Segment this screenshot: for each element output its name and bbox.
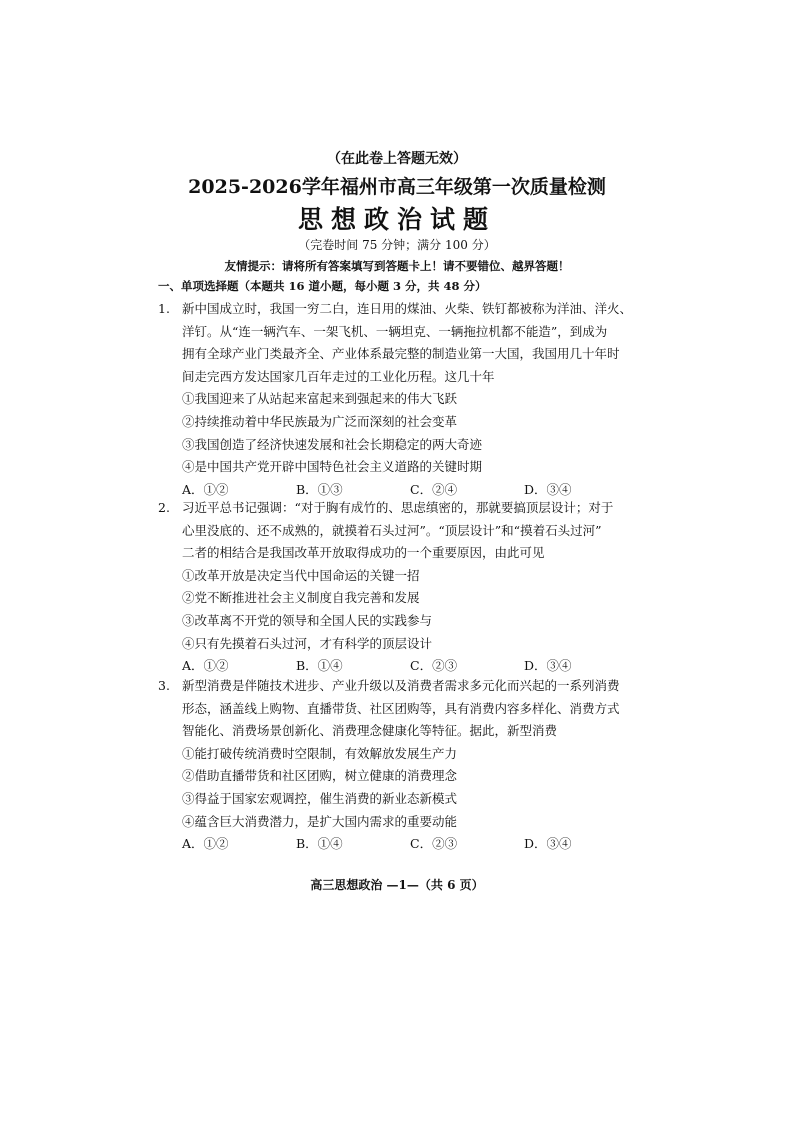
statement-option: ①我国迎来了从站起来富起来到强起来的伟大飞跃 <box>182 391 458 407</box>
invalid-answer-notice: （在此卷上答题无效） <box>327 151 467 167</box>
statement-option: ①能打破传统消费时空限制，有效解放发展生产力 <box>182 745 458 761</box>
choice-d: D．③④ <box>524 836 572 852</box>
question-1 <box>158 298 648 501</box>
statement-option: ②持续推动着中华民族最为广泛而深刻的社会变革 <box>182 413 458 429</box>
stem-line: 新型消费是伴随技术进步、产业升级以及消费者需求多元化而兴起的一系列消费 <box>182 678 620 693</box>
exam-info: （完卷时间 75 分钟；满分 100 分） <box>298 238 496 252</box>
statement-option: ②党不断推进社会主义制度自我完善和发展 <box>182 590 420 606</box>
stem-line: 拥有全球产业门类最齐全、产业体系最完整的制造业第一大国，我国用几十年时 <box>182 346 620 362</box>
stem-line: 新中国成立时，我国一穷二白，连日用的煤油、火柴、铁钉都被称为洋油、洋火、 <box>182 301 633 316</box>
choice-b: B．①④ <box>296 836 343 852</box>
friendly-tip: 友情提示：请将所有答案填写到答题卡上！请不要错位、越界答题！ <box>224 259 570 273</box>
stem-line: 洋钉。从“连一辆汽车、一架飞机、一辆坦克、一辆拖拉机都不能造”，到成为 <box>182 323 608 339</box>
statement-option: ②借助直播带货和社区团购，树立健康的消费理念 <box>182 768 458 784</box>
subject-title: 思想政治试题 <box>297 205 496 234</box>
statement-option: ④是中国共产党开辟中国特色社会主义道路的关键时期 <box>182 459 483 475</box>
stem-line: 习近平总书记强调：“对于胸有成竹的、思虑缜密的，那就要搞顶层设计；对于 <box>182 500 614 515</box>
choice-b: B．①③ <box>296 481 343 497</box>
section-heading: 一、单项选择题（本题共 16 道小题，每小题 3 分，共 48 分） <box>158 279 487 293</box>
choice-a: A．①② <box>182 658 229 674</box>
question-stem <box>182 675 648 833</box>
statement-option: ③得益于国家宏观调控，催生消费的新业态新模式 <box>182 790 458 806</box>
stem-line: 二者的相结合是我国改革开放取得成功的一个重要原因，由此可见 <box>182 545 545 561</box>
choice-c: C．②④ <box>410 481 458 497</box>
choice-c: C．②③ <box>410 836 458 852</box>
stem-line: 心里没底的、还不成熟的，就摸着石头过河”。“顶层设计”和“摸着石头过河” <box>182 522 602 538</box>
question-stem <box>182 497 648 655</box>
question-number: 3. <box>158 678 170 693</box>
choice-a: A．①② <box>182 481 229 497</box>
statement-option: ③改革离不开党的领导和全国人民的实践参与 <box>182 612 433 628</box>
question-number: 2. <box>158 500 170 515</box>
answer-choices <box>182 833 648 856</box>
stem-line: 形态，涵盖线上购物、直播带货、社区团购等，具有消费内容多样化、消费方式 <box>182 700 620 716</box>
stem-line: 智能化、消费场景创新化、消费理念健康化等特征。据此，新型消费 <box>182 723 558 739</box>
choice-b: B．①④ <box>296 658 343 674</box>
statement-option: ①改革开放是决定当代中国命运的关键一招 <box>182 567 420 583</box>
question-stem <box>182 298 648 479</box>
choice-d: D．③④ <box>524 481 572 497</box>
choice-d: D．③④ <box>524 658 572 674</box>
exam-title: 2025-2026学年福州市高三年级第一次质量检测 <box>188 176 606 198</box>
choice-c: C．②③ <box>410 658 458 674</box>
page-footer: 高三思想政治 —1—（共 6 页） <box>310 878 484 892</box>
statement-option: ③我国创造了经济快速发展和社会长期稳定的两大奇迹 <box>182 436 483 452</box>
statement-option: ④只有先摸着石头过河，才有科学的顶层设计 <box>182 635 433 651</box>
question-3 <box>158 675 648 856</box>
question-2 <box>158 497 648 678</box>
statement-option: ④蕴含巨大消费潜力，是扩大国内需求的重要动能 <box>182 813 458 829</box>
choice-a: A．①② <box>182 836 229 852</box>
stem-line: 间走完西方发达国家几百年走过的工业化历程。这几十年 <box>182 368 495 384</box>
question-number: 1. <box>158 301 170 316</box>
